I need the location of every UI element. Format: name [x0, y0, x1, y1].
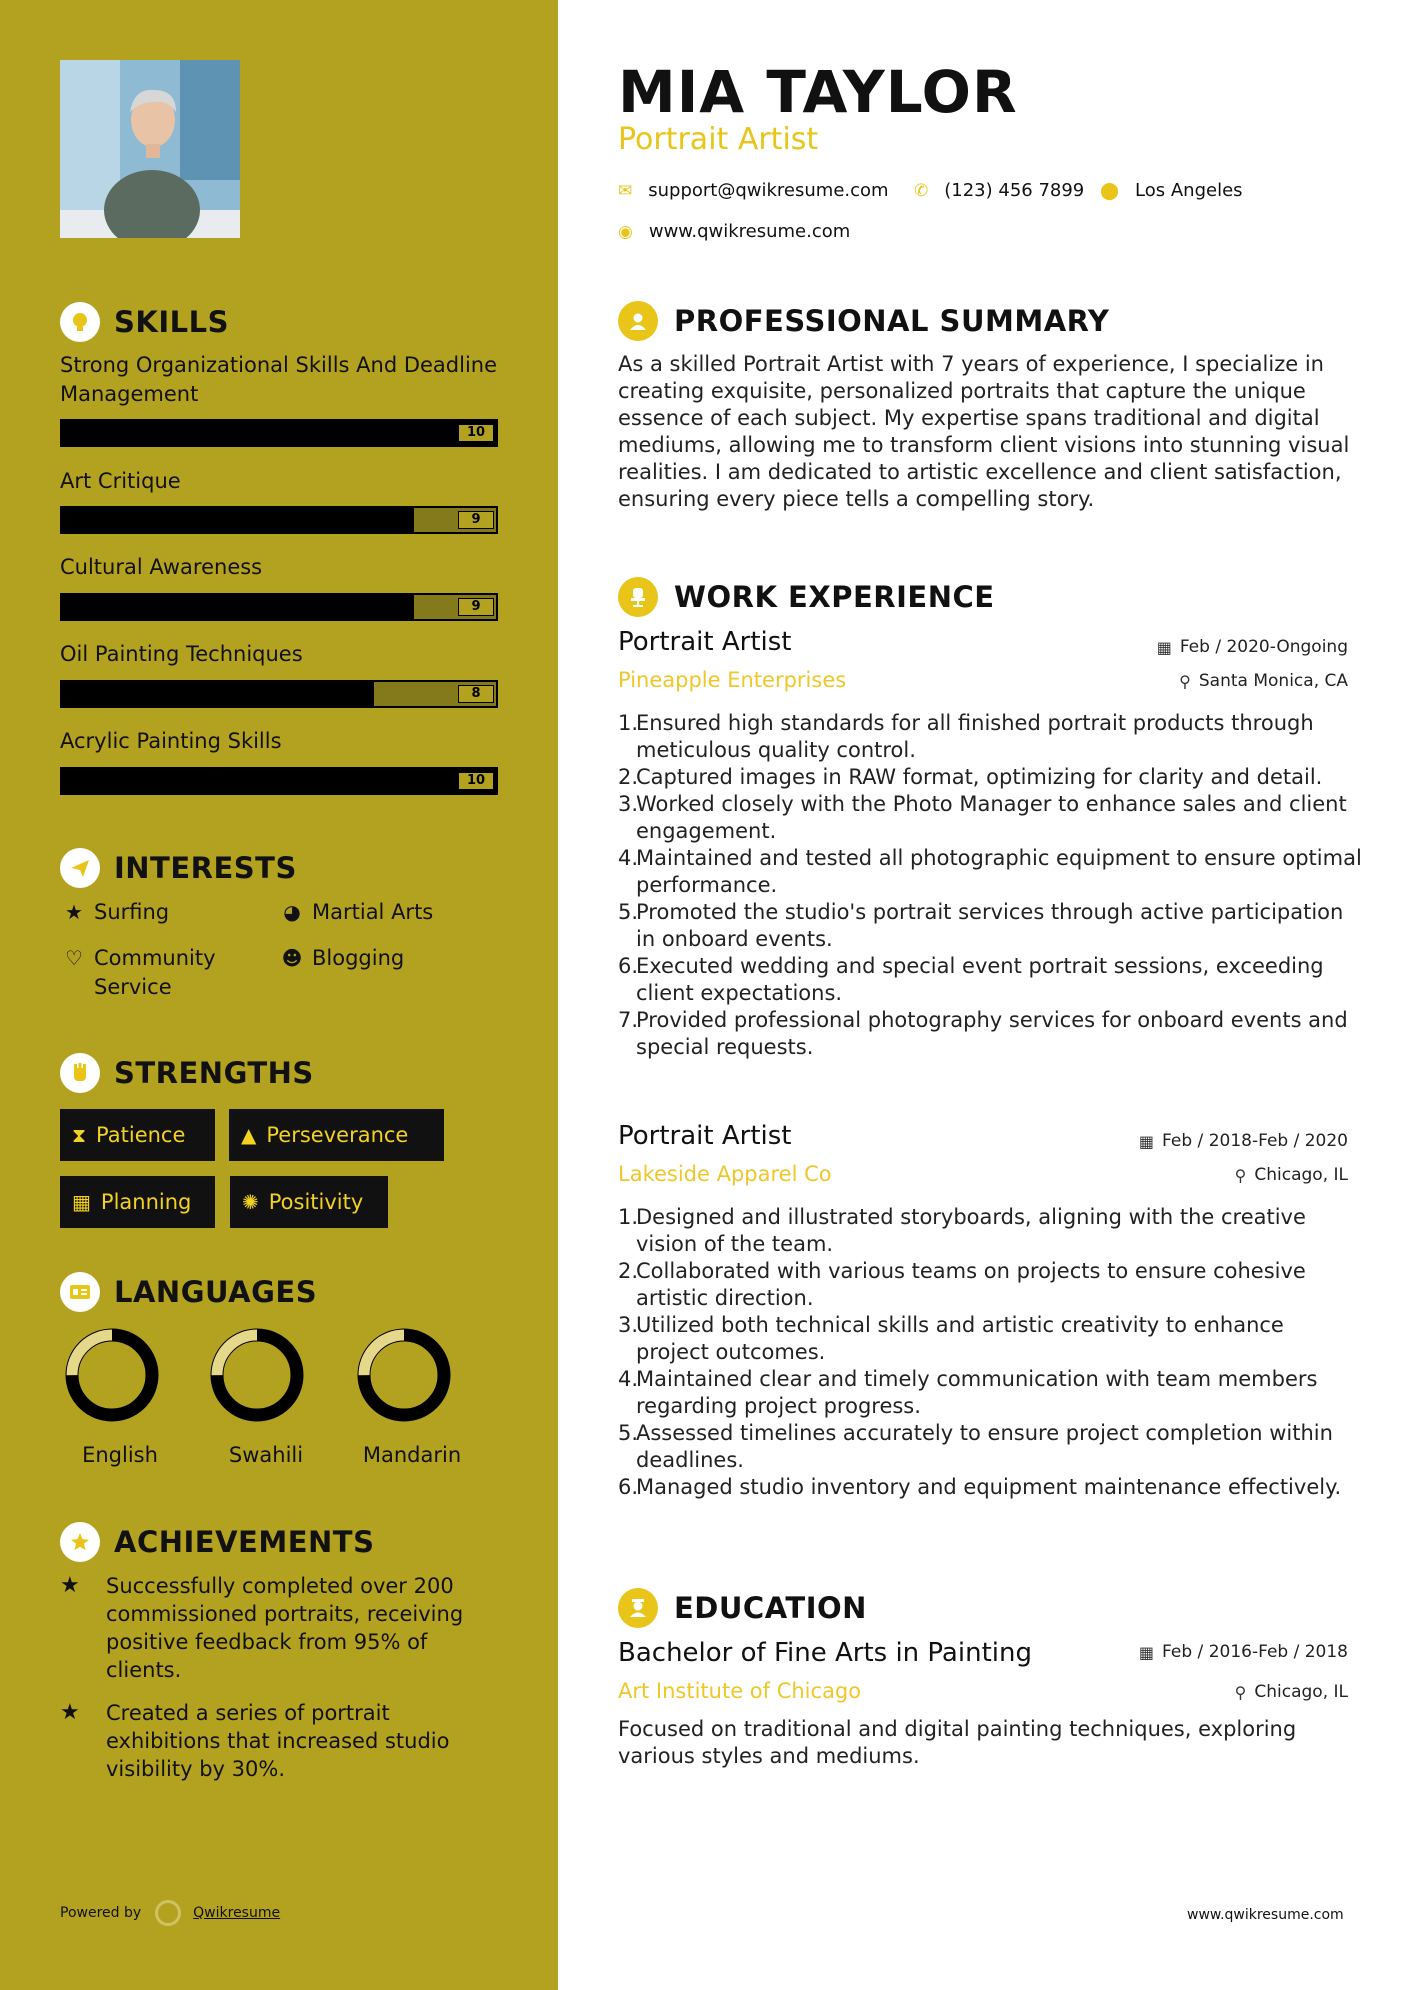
education-date-range: 2016-Feb / 2018: [1208, 1642, 1348, 1662]
summary-header: [618, 301, 1109, 341]
achievements-header: [60, 1522, 374, 1562]
list-number: 3.: [618, 792, 639, 816]
duty-text: Designed and illustrated storyboards, aligning with the creative vision of the team.: [636, 1205, 1306, 1256]
duty-text: Ensured high standards for all finished portrait products through meticulous quality control.: [636, 711, 1314, 762]
duty-text: Captured images in RAW format, optimizing for clarity and detail.: [636, 765, 1323, 789]
contact-website: [618, 221, 850, 242]
skills-header: [60, 302, 229, 342]
duty-text: Maintained clear and timely communication with team members regarding project progress.: [636, 1367, 1318, 1418]
list-item: [618, 1420, 1363, 1474]
job-location: [1048, 1165, 1348, 1185]
strength-label: Positivity: [268, 1190, 364, 1214]
list-item: [618, 791, 1363, 845]
list-number: 5.: [618, 1421, 639, 1445]
interest-item: [60, 944, 260, 1002]
achievement-text: Successfully completed over 200 commissioned portraits, receiving positive feedback from 95% of clients.: [106, 1574, 464, 1682]
profile-photo: [60, 60, 240, 238]
list-item: [618, 1204, 1363, 1258]
candidate-name: MIA TAYLOR: [618, 58, 1018, 126]
list-number: 4.: [618, 1367, 639, 1391]
interest-label: Community Service: [94, 946, 216, 999]
duty-text: Maintained and tested all photographic equipment to ensure optimal performance.: [636, 846, 1362, 897]
envelope-icon: ✉: [618, 180, 633, 201]
education-location: [1048, 1682, 1348, 1702]
duty-text: Worked closely with the Photo Manager to enhance sales and client engagement.: [636, 792, 1347, 843]
job-dates: [1048, 1131, 1348, 1151]
list-item: [618, 1366, 1363, 1420]
hand-icon: [60, 1053, 100, 1093]
strength-label: Patience: [96, 1123, 186, 1147]
list-item: [618, 764, 1363, 791]
education-title: EDUCATION: [674, 1591, 867, 1625]
duty-text: Promoted the studio's portrait services through active participation in onboard events.: [636, 900, 1344, 951]
language-label: Mandarin: [362, 1443, 462, 1467]
list-number: 3.: [618, 1313, 639, 1337]
calendar-icon: ▦: [1138, 1131, 1155, 1151]
hourglass-icon: ⧗: [72, 1123, 87, 1147]
interests-title: INTERESTS: [114, 851, 297, 885]
skill-name: Art Critique: [60, 469, 181, 493]
website-text[interactable]: www.qwikresume.com: [648, 221, 851, 242]
list-item: [618, 1007, 1363, 1061]
interest-item: [278, 898, 433, 927]
sidebar: [0, 0, 558, 1990]
contact-location: [1100, 180, 1243, 201]
globe-icon: ◉: [618, 221, 633, 242]
list-number: 2.: [618, 765, 639, 789]
job-location-text: Santa Monica, CA: [1198, 671, 1348, 691]
education-location-text: Chicago, IL: [1254, 1682, 1348, 1702]
summary-title: PROFESSIONAL SUMMARY: [674, 304, 1110, 338]
achievement-text: Created a series of portrait exhibitions that increased studio visibility by 30%.: [106, 1701, 450, 1781]
job-dates: [1048, 637, 1348, 657]
languages-header: [60, 1272, 317, 1312]
job-duties: [618, 1204, 1363, 1501]
candidate-role: Portrait Artist: [618, 122, 819, 157]
skill-name: Strong Organizational Skills And Deadline Management: [60, 353, 498, 406]
date-separator: /: [1192, 1131, 1209, 1151]
strength-tag: [230, 1176, 388, 1228]
language-label: English: [82, 1443, 158, 1467]
calendar-icon: ▦: [1156, 637, 1172, 657]
language-ring-chart: [205, 1325, 325, 1425]
job-company: Pineapple Enterprises: [618, 668, 847, 692]
list-number: 1.: [618, 1205, 639, 1229]
list-number: 4.: [618, 846, 639, 870]
shooting-star-icon: ★: [60, 1700, 80, 1725]
achievements-title: ACHIEVEMENTS: [114, 1525, 375, 1559]
language-label: Swahili: [228, 1443, 304, 1467]
users-icon: ☻: [281, 946, 303, 970]
skill-bar: [60, 419, 498, 447]
experience-header: [618, 577, 995, 617]
education-date-month: Feb: [1162, 1642, 1193, 1662]
phone-icon: ✆: [914, 180, 929, 201]
interest-item: [278, 944, 404, 973]
list-item: [618, 1474, 1363, 1501]
date-separator: /: [1209, 637, 1227, 657]
handshake-icon: ♡: [65, 946, 83, 970]
job-title: Portrait Artist: [618, 627, 792, 657]
globe-icon: ◕: [283, 900, 301, 924]
job-location-text: Chicago, IL: [1254, 1165, 1348, 1185]
list-number: 2.: [618, 1259, 639, 1283]
skill-bar-fill: [62, 595, 414, 619]
lightbulb-icon: [60, 302, 100, 342]
interest-label: Blogging: [312, 946, 405, 970]
list-item: [618, 845, 1363, 899]
powered-by-label: Powered by: [60, 1905, 142, 1921]
skill-bar-fill: [62, 682, 374, 706]
phone-text[interactable]: (123) 456 7899: [944, 180, 1085, 201]
interest-label: Surfing: [94, 900, 170, 924]
calendar-icon: ▦: [72, 1190, 91, 1214]
skill-bar: [60, 680, 498, 708]
powered-by: [60, 1900, 280, 1926]
language-ring-chart: [352, 1325, 472, 1425]
languages-title: LANGUAGES: [114, 1275, 318, 1309]
job-company: Lakeside Apparel Co: [618, 1162, 832, 1186]
language-ring: [60, 1325, 180, 1425]
strength-tag: [60, 1176, 215, 1228]
job-date-month: Feb: [1162, 1131, 1193, 1151]
job-title: Portrait Artist: [618, 1121, 792, 1151]
shooting-star-icon: ★: [60, 1573, 80, 1598]
skill-level: 8: [458, 685, 494, 703]
degree-title: Bachelor of Fine Arts in Painting: [618, 1638, 1032, 1668]
job-location: [1048, 671, 1348, 691]
contact-email: [618, 180, 889, 201]
list-item: [618, 899, 1363, 953]
skill-bar-fill: [62, 508, 414, 532]
skill-name: Acrylic Painting Skills: [60, 729, 282, 753]
strengths-title: STRENGTHS: [114, 1056, 314, 1090]
education-description: Focused on traditional and digital painting techniques, exploring various styles and mediums.: [618, 1717, 1297, 1768]
language-ring: [205, 1325, 325, 1425]
strength-label: Perseverance: [266, 1123, 409, 1147]
skill-bar: [60, 593, 498, 621]
skill-bar: [60, 767, 498, 795]
road-icon: ▲: [241, 1123, 257, 1147]
email-text[interactable]: support@qwikresume.com: [648, 180, 889, 201]
interest-item: [60, 898, 169, 927]
location-text: Los Angeles: [1135, 180, 1243, 201]
skills-title: SKILLS: [114, 305, 229, 339]
interest-label: Martial Arts: [312, 900, 434, 924]
language-ring-chart: [60, 1325, 180, 1425]
education-header: [618, 1588, 867, 1628]
achievement-item: [60, 1572, 500, 1684]
skill-level: 9: [458, 511, 494, 529]
map-pin-icon: ⬤: [1100, 180, 1120, 201]
skill-bar-fill: [62, 421, 496, 445]
footer-website[interactable]: www.qwikresume.com: [1187, 1907, 1344, 1923]
interests-header: [60, 848, 297, 888]
contact-phone: [914, 180, 1084, 201]
strengths-header: [60, 1053, 314, 1093]
duty-text: Utilized both technical skills and artistic creativity to enhance project outcomes.: [636, 1313, 1284, 1364]
star-icon: ★: [65, 900, 83, 924]
list-item: [618, 1312, 1363, 1366]
skill-level: 10: [458, 424, 494, 442]
date-separator: /: [1192, 1642, 1209, 1662]
calendar-icon: ▦: [1138, 1642, 1155, 1662]
duty-text: Executed wedding and special event portrait sessions, exceeding client expectations.: [636, 954, 1324, 1005]
qwikresume-link[interactable]: Qwikresume: [193, 1905, 281, 1921]
duty-text: Provided professional photography services for onboard events and special requests.: [636, 1008, 1348, 1059]
strength-tag: [229, 1109, 444, 1161]
achievement-item: [60, 1699, 500, 1783]
qwikresume-logo-icon: [155, 1900, 181, 1926]
language-icon: [60, 1272, 100, 1312]
strength-label: Planning: [100, 1190, 192, 1214]
skill-level: 9: [458, 598, 494, 616]
school-name: Art Institute of Chicago: [618, 1679, 862, 1703]
skill-bar: [60, 506, 498, 534]
list-item: [618, 710, 1363, 764]
graduate-icon: [618, 1588, 658, 1628]
list-item: [618, 1258, 1363, 1312]
pin-icon: ⚲: [1234, 1682, 1247, 1702]
duty-text: Collaborated with various teams on projects to ensure cohesive artistic direction.: [636, 1259, 1306, 1310]
sun-icon: ✺: [242, 1190, 259, 1214]
pin-icon: ⚲: [1234, 1165, 1247, 1185]
skill-level: 10: [458, 772, 494, 790]
job-duties: [618, 710, 1363, 1061]
duty-text: Managed studio inventory and equipment maintenance effectively.: [636, 1475, 1342, 1499]
list-number: 1.: [618, 711, 639, 735]
list-item: [618, 953, 1363, 1007]
job-date-month: Feb: [1179, 637, 1210, 657]
duty-text: Assessed timelines accurately to ensure project completion within deadlines.: [636, 1421, 1333, 1472]
skill-item: [60, 351, 500, 409]
user-icon: [618, 301, 658, 341]
skill-name: Cultural Awareness: [60, 555, 263, 579]
skill-name: Oil Painting Techniques: [60, 642, 303, 666]
education-dates: [1048, 1642, 1348, 1662]
job-date-range: 2020-Ongoing: [1226, 637, 1348, 657]
main-content: [558, 0, 1407, 1990]
language-ring: [352, 1325, 472, 1425]
summary-text: As a skilled Portrait Artist with 7 years of experience, I specialize in creating exquisite, personalized portraits that capture the unique essence of each subject. My expertise spans traditional and digital mediums, allowing me to transform client visions into stunning visual realities. I am dedicated to artistic excellence and client satisfaction, ensuring every piece tells a compelling story.: [618, 352, 1350, 511]
list-number: 6.: [618, 1475, 639, 1499]
skill-bar-fill: [62, 769, 496, 793]
pin-icon: ⚲: [1179, 671, 1191, 691]
experience-title: WORK EXPERIENCE: [674, 580, 995, 614]
list-number: 5.: [618, 900, 639, 924]
list-number: 6.: [618, 954, 639, 978]
job-date-range: 2018-Feb / 2020: [1208, 1131, 1348, 1151]
star-badge-icon: [60, 1522, 100, 1562]
list-number: 7.: [618, 1008, 639, 1032]
office-chair-icon: [618, 577, 658, 617]
strength-tag: [60, 1109, 215, 1161]
paper-plane-icon: [60, 848, 100, 888]
